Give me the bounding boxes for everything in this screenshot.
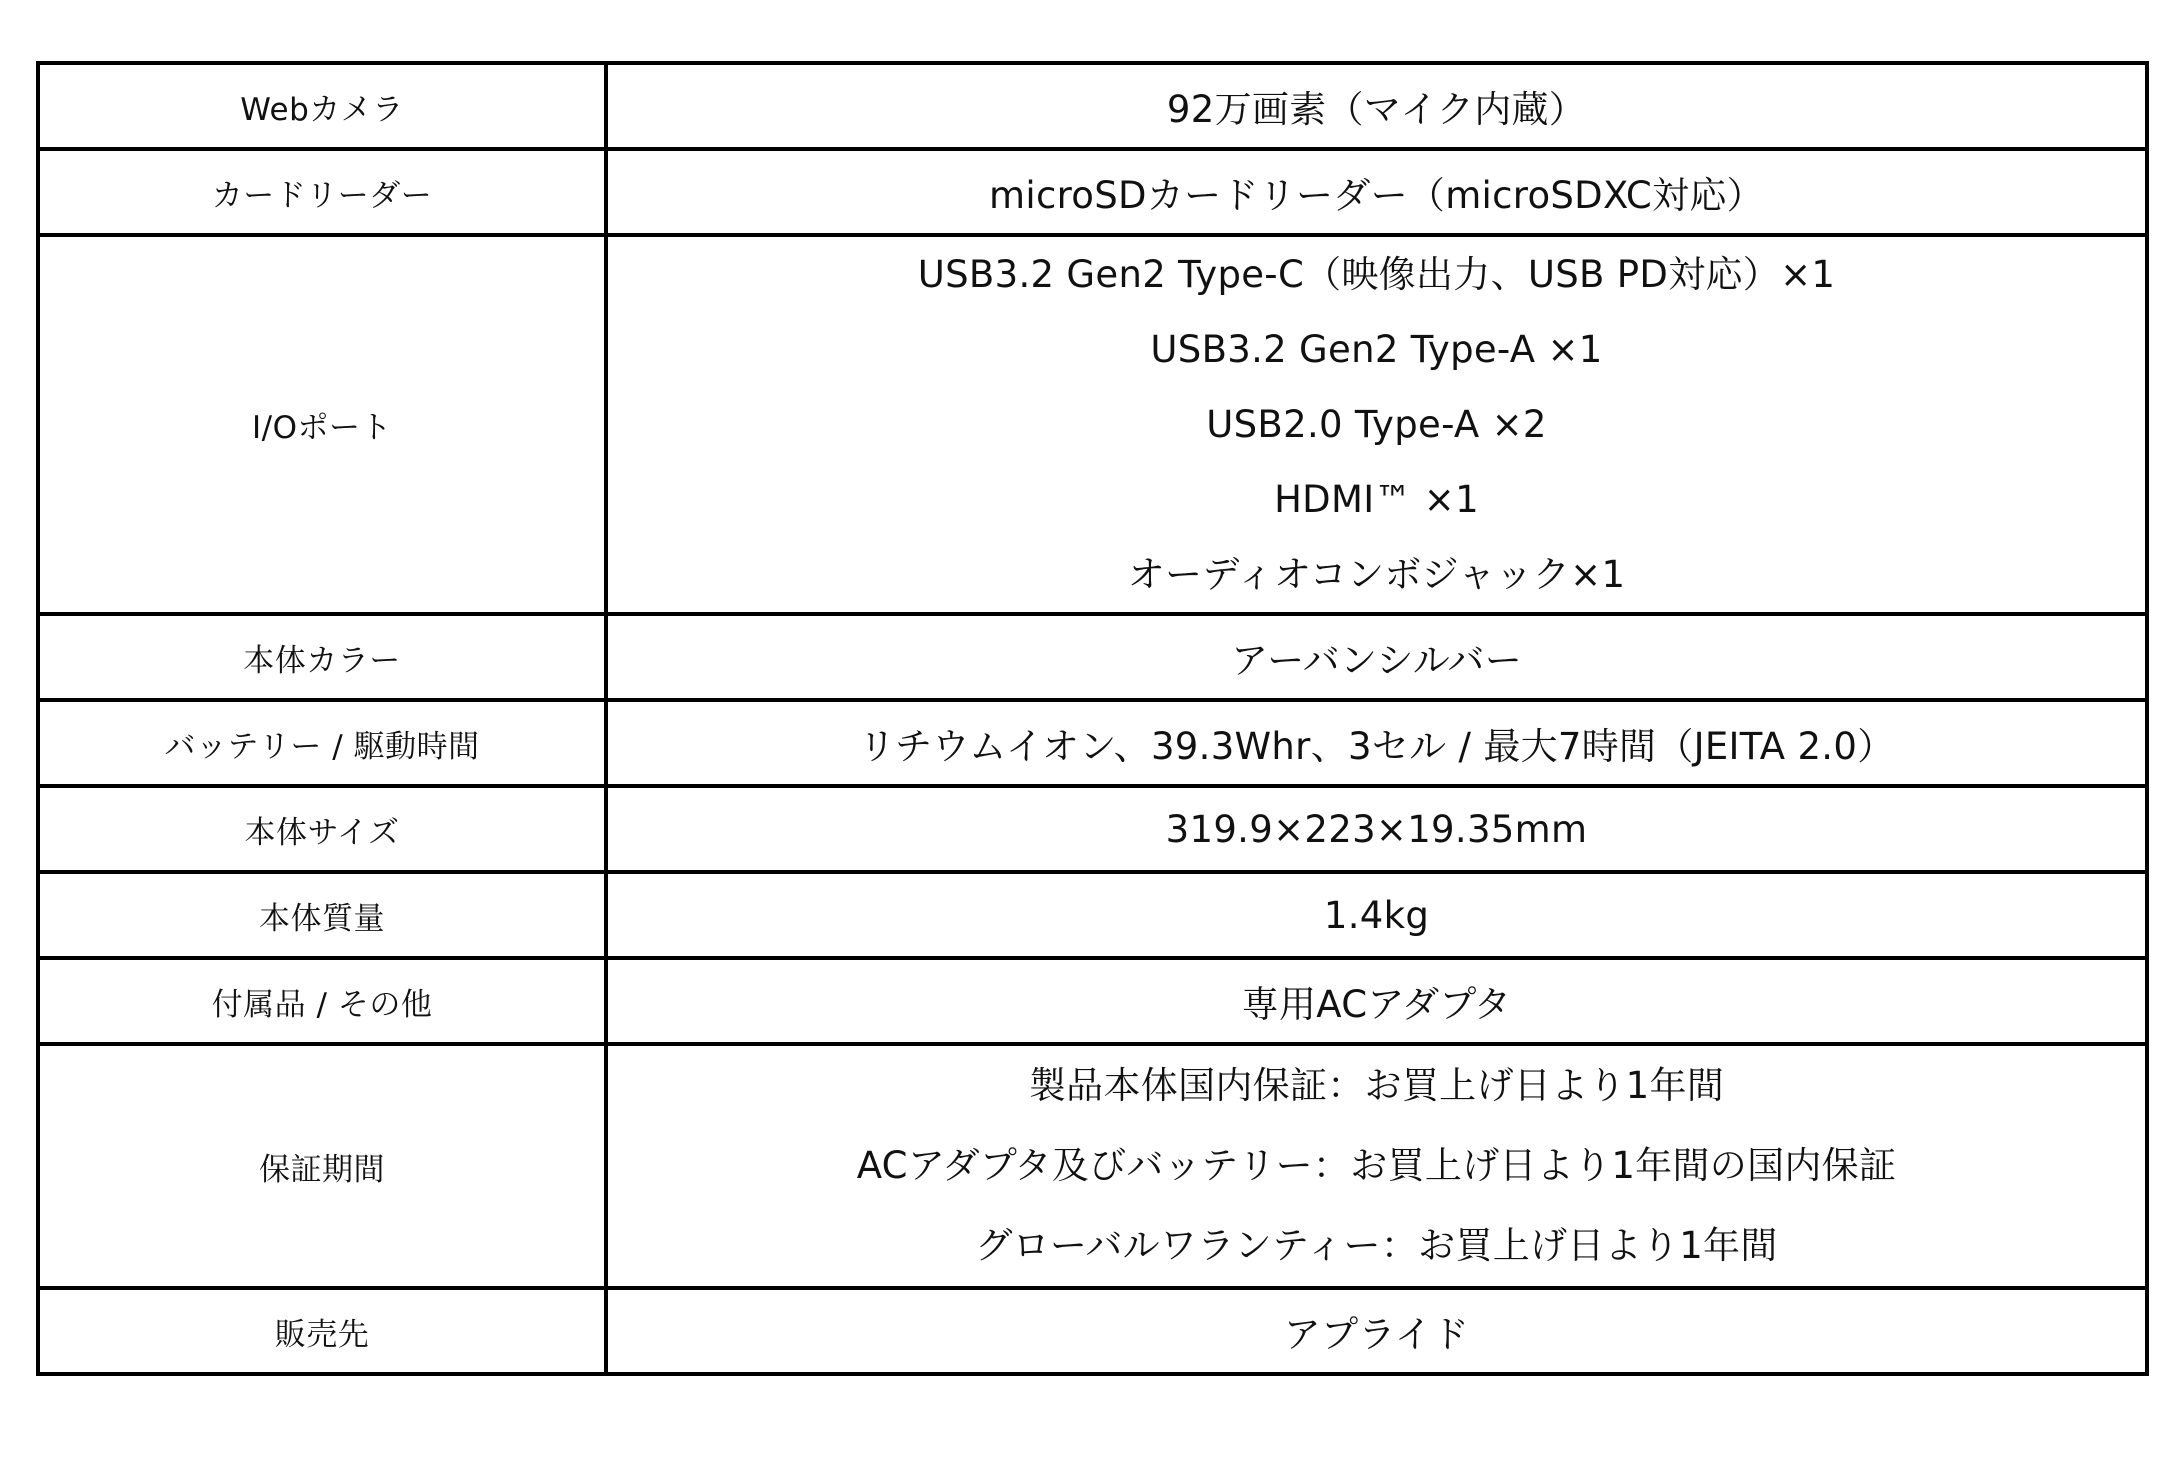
- spec-label: カードリーダー: [38, 149, 606, 235]
- spec-value-line: HDMI™ ×1: [1274, 478, 1479, 521]
- spec-label: Webカメラ: [38, 63, 606, 149]
- spec-value-line: オーディオコンボジャック×1: [1127, 553, 1626, 596]
- spec-label: 本体サイズ: [38, 786, 606, 872]
- spec-row-size: [38, 786, 2147, 872]
- spec-value-list: [608, 1046, 2145, 1286]
- spec-value-line: USB2.0 Type-A ×2: [1206, 403, 1547, 446]
- spec-value: アーバンシルバー: [606, 614, 2147, 700]
- spec-row-weight: [38, 872, 2147, 958]
- spec-value: [606, 235, 2147, 614]
- spec-row-warranty: [38, 1044, 2147, 1288]
- spec-value: microSDカードリーダー（microSDXC対応）: [606, 149, 2147, 235]
- spec-value-line: ACアダプタ及びバッテリー：お買上げ日より1年間の国内保証: [856, 1144, 1897, 1187]
- spec-value-line: USB3.2 Gen2 Type-A ×1: [1150, 328, 1603, 371]
- spec-row-io-ports: [38, 235, 2147, 614]
- spec-table: [36, 61, 2149, 1376]
- spec-label: 本体カラー: [38, 614, 606, 700]
- spec-label: 付属品 / その他: [38, 958, 606, 1044]
- spec-row-webcam: [38, 63, 2147, 149]
- spec-label: バッテリー / 駆動時間: [38, 700, 606, 786]
- spec-row-card-reader: [38, 149, 2147, 235]
- spec-value: 92万画素（マイク内蔵）: [606, 63, 2147, 149]
- spec-label: 販売先: [38, 1288, 606, 1374]
- spec-label: I/Oポート: [38, 235, 606, 614]
- spec-value-list: [608, 237, 2145, 612]
- spec-value-line: 製品本体国内保証：お買上げ日より1年間: [1028, 1064, 1725, 1107]
- spec-row-battery: [38, 700, 2147, 786]
- spec-label: 保証期間: [38, 1044, 606, 1288]
- spec-value: 専用ACアダプタ: [606, 958, 2147, 1044]
- spec-value: リチウムイオン、39.3Whr、3セル / 最大7時間（JEITA 2.0）: [606, 700, 2147, 786]
- spec-value: [606, 1044, 2147, 1288]
- spec-value: 319.9×223×19.35mm: [606, 786, 2147, 872]
- spec-value: アプライド: [606, 1288, 2147, 1374]
- spec-value-line: USB3.2 Gen2 Type-C（映像出力、USB PD対応）×1: [917, 253, 1836, 296]
- spec-value: 1.4kg: [606, 872, 2147, 958]
- spec-value-line: グローバルワランティー：お買上げ日より1年間: [975, 1224, 1778, 1267]
- spec-label: 本体質量: [38, 872, 606, 958]
- spec-row-color: [38, 614, 2147, 700]
- spec-row-accessories: [38, 958, 2147, 1044]
- spec-row-vendor: [38, 1288, 2147, 1374]
